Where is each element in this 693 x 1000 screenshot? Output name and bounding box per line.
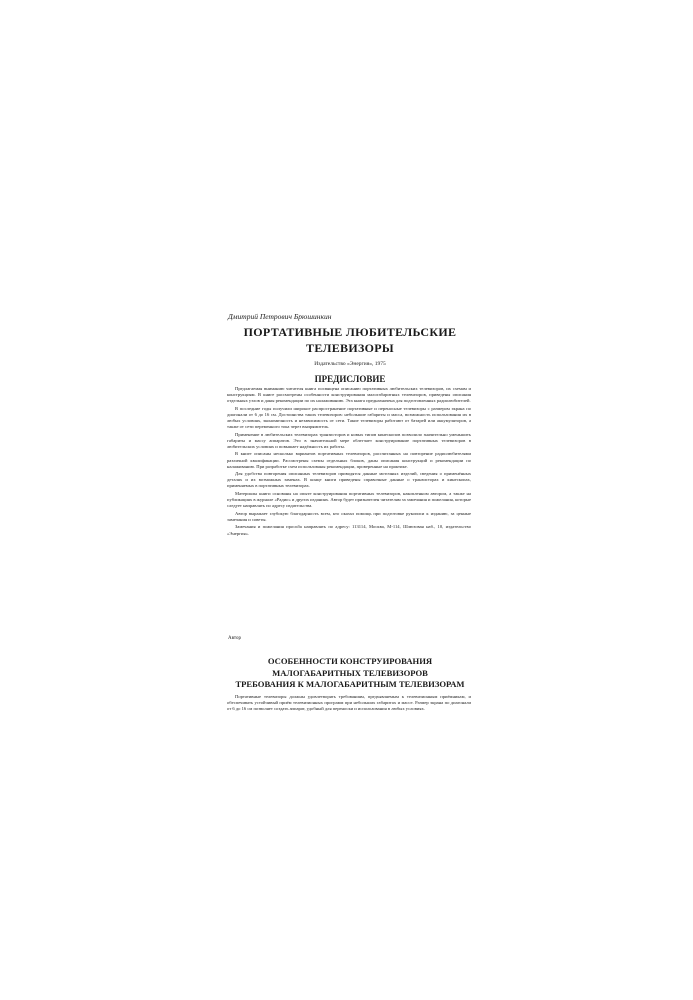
preface-paragraph: В книге описаны несколько вариантов портативных телевизоров, рассчитанных на повторение радиолюбителями различной квалификации. Рассмотрены схемы отдельных блоков, даны описания конструкций и рекомендации по налаживанию. При разработке схем использованы рекомендации, проверенные на практике. xyxy=(227,451,471,469)
preface-paragraph: Автор выражает глубокую благодарность всем, кто оказал помощь при подготовке рукописи к изданию, за ценные замечания и советы. xyxy=(227,510,471,522)
section-title-line-2: МАЛОГАБАРИТНЫХ ТЕЛЕВИЗОРОВ xyxy=(272,667,428,678)
book-title xyxy=(200,324,500,356)
section-paragraph: Портативные телевизоры должны удовлетворять требованиям, предъявляемым к телевизионным приёмникам, и обеспечивать устойчивый приём телевизионных программ при небольших габаритах и массе. Размер экрана по диагонали от 6 до 16 см позволяет создать аппарат, удобный для переноски и использования в любых условиях. xyxy=(227,694,471,712)
publisher-line: Издательство «Энергия», 1975 xyxy=(314,361,386,367)
preface-paragraph: В последние годы получили широкое распространение портативные и переносные телевизоры с размером экрана по диагонали от 6 до 16 см. Достоинства таких телевизоров: небольшие габариты и масса, возможность использования их в любых условиях, экономичность и независимость от сети. Такие телевизоры работают от батарей или аккумуляторов, а также от сети переменного тока через выпрямитель. xyxy=(227,405,471,430)
section-title xyxy=(220,656,480,691)
book-title-line-2: ТЕЛЕВИЗОРЫ xyxy=(306,341,394,355)
section-title-line-1: ОСОБЕННОСТИ КОНСТРУИРОВАНИЯ xyxy=(267,656,433,666)
book-title-line-1: ПОРТАТИВНЫЕ ЛЮБИТЕЛЬСКИЕ xyxy=(243,325,457,339)
preface-paragraph: Материалы книги основаны на опыте конструирования портативных телевизоров, накопленном автором, а также на публикациях в журнале «Радио» и других изданиях. Автор будет признателен читателям за замечания и пожелания, которые следует направлять по адресу издательства. xyxy=(227,491,471,509)
section-body xyxy=(227,694,471,716)
preface-body xyxy=(227,386,471,632)
section-title-line-3: ТРЕБОВАНИЯ К МАЛОГАБАРИТНЫМ ТЕЛЕВИЗОРАМ xyxy=(235,679,465,689)
preface-paragraph: Для удобства повторения описанных телевизоров приводятся данные моточных изделий, сведения о применённых деталях и их возможных заменах. В конце книги приведены справочные данные о транзисторах и кинескопах, применяемых в портативных телевизорах. xyxy=(227,471,471,489)
preface-paragraph: Применение в любительских телевизорах транзисторов и новых типов кинескопов позволило значительно уменьшить габариты и массу аппаратов. Это в значительной мере облегчает конструирование портативных телевизоров в любительских условиях и повышает надёжность их работы. xyxy=(227,431,471,449)
preface-heading: ПРЕДИСЛОВИЕ xyxy=(314,374,386,384)
preface-paragraph: Предлагаемая вниманию читателя книга посвящена описанию портативных любительских телевизоров, их схемам и конструкциям. В книге рассмотрены особенности конструирования малогабаритных телевизоров, приведены описания отдельных узлов и даны рекомендации по их налаживанию. Эта книга предназначена для подготовленных радиолюбителей. xyxy=(227,386,471,404)
preface-paragraph: Замечания и пожелания просьба направлять по адресу: 113114, Москва, М-114, Шлюзовая наб., 10, издательство «Энергия». xyxy=(227,524,471,536)
author-name: Дмитрий Петрович Брюшинкин xyxy=(228,312,332,321)
preface-signature: Автор xyxy=(228,636,241,641)
